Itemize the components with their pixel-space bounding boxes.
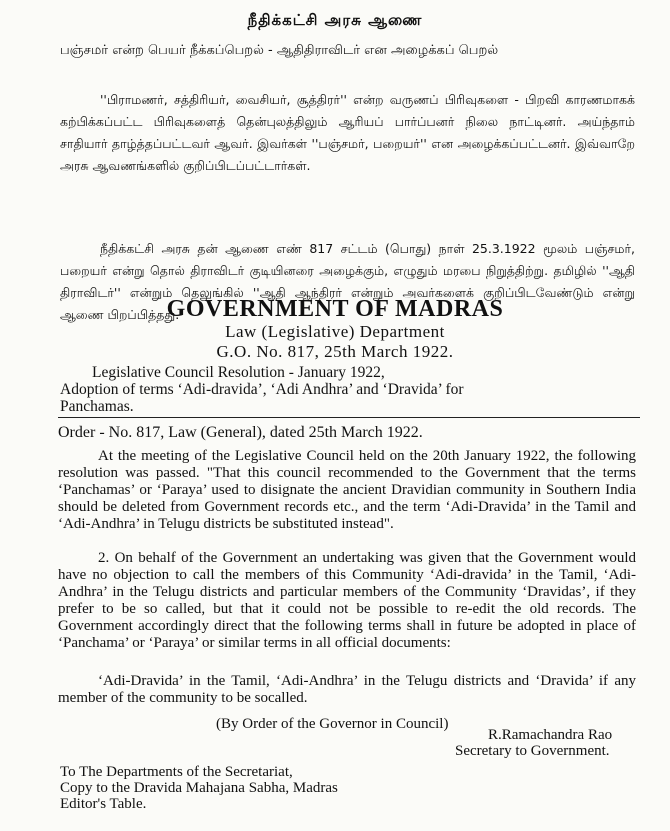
resolution-line-1: Legislative Council Resolution - January 1922, [92,364,385,381]
distribution-list [60,764,338,812]
government-title: GOVERNMENT OF MADRAS [166,296,504,322]
order-paragraph-2 [58,550,636,652]
order-heading: Order - No. 817, Law (General), dated 25th March 1922. [58,424,423,441]
tamil-paragraph-1-text: ''பிராமணர், சத்திரியர், வைசியர், சூத்திரர்'' என்ற வருணப் பிரிவுகளை - பிறவி காரணமாகக் கற்பிக்கப்பட்ட பிரிவுகளைத் தென்புலத்திலும் ஆரியப் பார்ப்பனர் நிலை நாட்டினர். அய்ந்தாம் சாதியார் தாழ்த்தப்பட்டவர் ஆவர். இவர்கள் ''பஞ்சமர், பறையர்'' என அழைக்கப்பட்டனர். இவ்வாறே அரசு ஆவணங்களில் குறிப்பிடப்பட்டார்கள். [60,92,635,173]
resolution-line-2: Adoption of terms ‘Adi-dravida’, ‘Adi Andhra’ and ‘Dravida’ for [60,381,464,398]
department-name: Law (Legislative) Department [225,322,445,341]
resolution-line-3: Panchamas. [60,398,134,415]
tamil-title: நீதிக்கட்சி அரசு ஆணை [247,11,423,29]
order-paragraph-1-text: At the meeting of the Legislative Council held on the 20th January 1922, the following resolution was passed. "That this council recommended to the Government that the terms ‘Panchamas’ or ‘Paraya’ used to disignate the ancient Dravidian community in Southern India should be deleted from Government records etc., and the term ‘Adi-Dravida’ in the Tamil and ‘Adi-Andhra’ in Telugu districts be substituted instead". [58,448,636,532]
resolution-subject [60,364,635,415]
tamil-paragraph-2-text: நீதிக்கட்சி அரசு தன் ஆணை எண் 817 சட்டம் (பொது) நாள் 25.3.1922 மூலம் பஞ்சமர், பறையர் என்று தொல் திராவிடர் குடியினரை அழைக்கும், எழுதும் மரபை நிறுத்திற்று. தமிழில் ''ஆதி திராவிடர்'' என்றும் தெலுங்கில் ''ஆதி ஆந்திரர் என்றும் அவர்களைக் குறிப்பிடவேண்டும் என்று ஆணை பிறப்பித்தது. [60,241,635,322]
signatory-name: R.Ramachandra Rao [488,727,613,743]
distribution-line-1: To The Departments of the Secretariat, [60,764,293,780]
tamil-subtitle: பஞ்சமர் என்ற பெயர் நீக்கப்பெறல் - ஆதிதிராவிடர் என அழைக்கப் பெறல் [60,43,499,58]
distribution-line-3: Editor's Table. [60,796,147,812]
go-number: G.O. No. 817, 25th March 1922. [216,342,454,361]
order-paragraph-2-text: 2. On behalf of the Government an undertaking was given that the Government would have no objection to call the members of this Community ‘Adi-dravida’ in the Tamil, ‘Adi-Andhra’ in the Telugu districts and particular members of the Community ‘Dravidas’, if they prefer to be so called, but that it could not be possible to re-edit the old records. The Government accordingly direct that the following terms shall in future be adopted in place of ‘Panchama’ or ‘Paraya’ or similar terms in all official documents: [58,550,636,651]
section-divider [58,417,640,418]
tamil-paragraph-1 [60,89,635,177]
order-paragraph-3 [58,673,636,707]
by-order-text: (By Order of the Governor in Council) [216,716,449,732]
signatory-title: Secretary to Government. [455,743,610,759]
distribution-line-2: Copy to the Dravida Mahajana Sabha, Madras [60,780,338,796]
order-paragraph-1 [58,448,636,533]
order-paragraph-3-text: ‘Adi-Dravida’ in the Tamil, ‘Adi-Andhra’ in the Telugu districts and ‘Dravida’ if any member of the community to be socalled. [58,673,636,706]
